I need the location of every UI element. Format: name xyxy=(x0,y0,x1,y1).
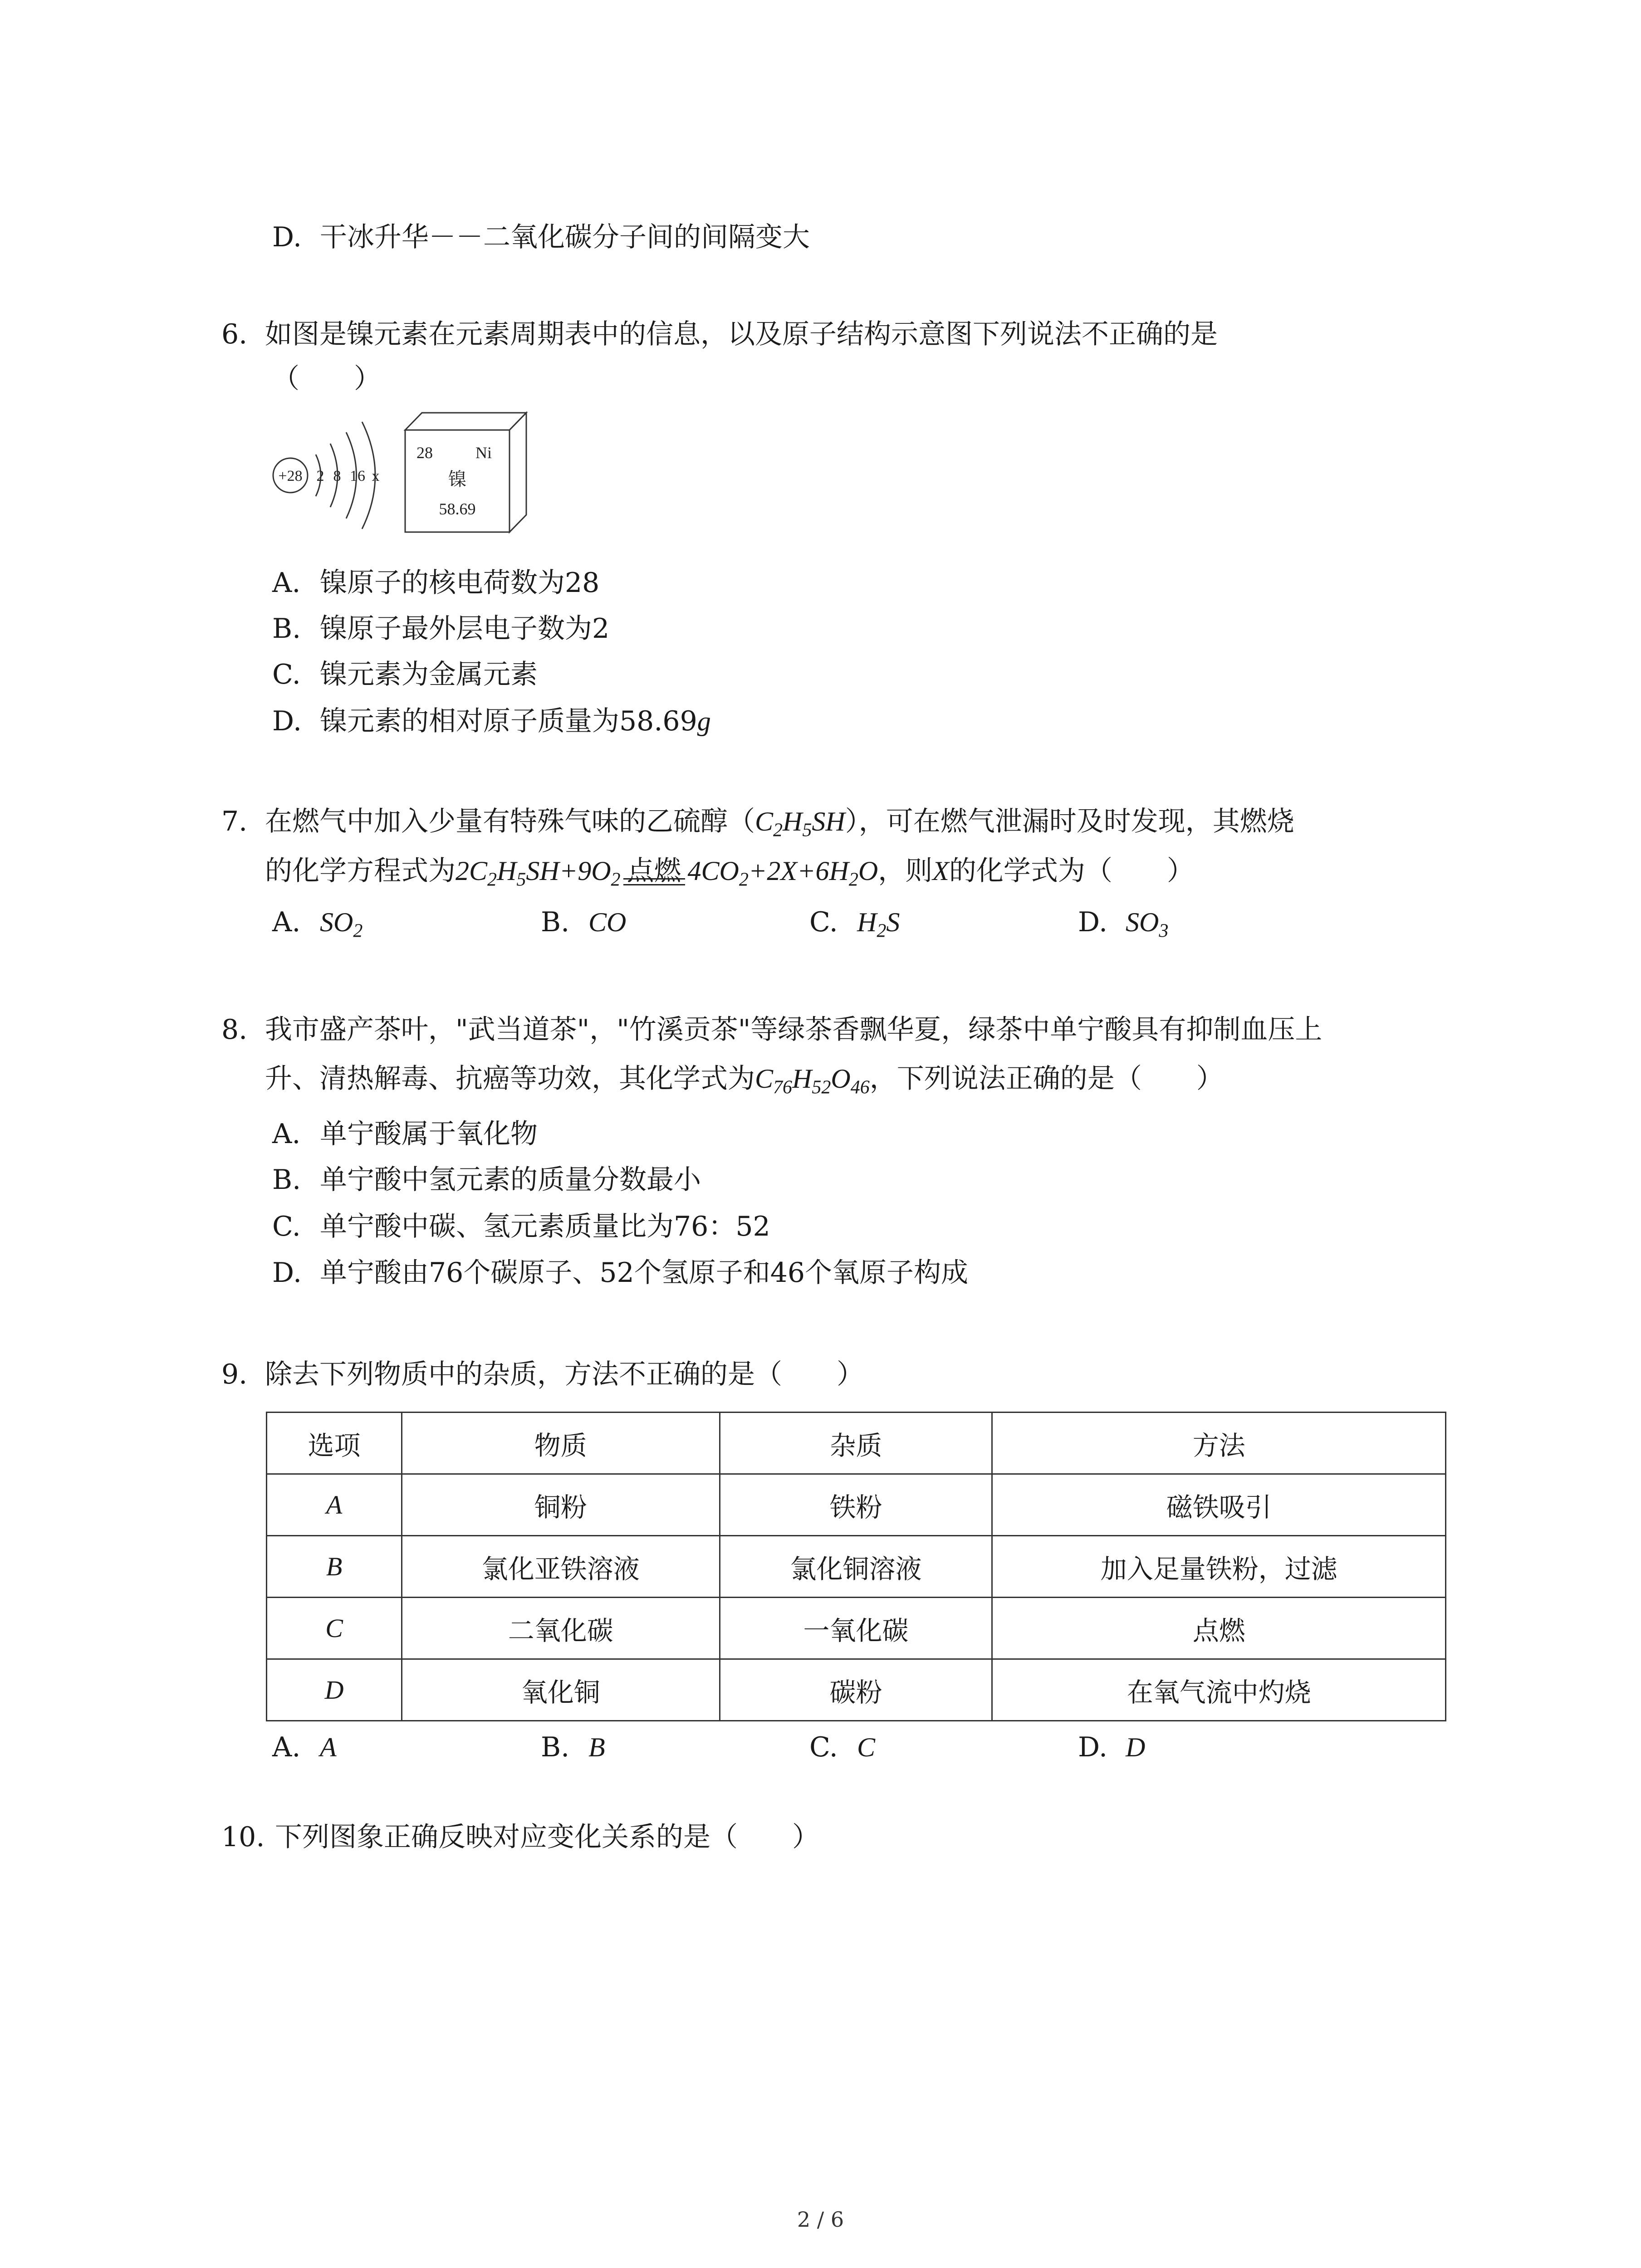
table-cell: A xyxy=(267,1474,402,1536)
impurity-table xyxy=(266,1412,1446,1721)
table-cell: 加入足量铁粉，过滤 xyxy=(992,1536,1446,1598)
q6-stem: 6. 如图是镍元素在元素周期表中的信息，以及原子结构示意图下列说法不正确的是 xyxy=(221,318,1218,350)
atomic-mass: 58.69 xyxy=(439,500,476,518)
table-cell: 铜粉 xyxy=(402,1474,720,1536)
q9-option-c: C. C xyxy=(809,1731,876,1763)
atomic-number: 28 xyxy=(416,444,433,462)
reaction-condition: 点燃 xyxy=(621,853,688,889)
table-cell: 氧化铜 xyxy=(402,1659,720,1721)
q6-option-d: D. 镍元素的相对原子质量为58.69g xyxy=(272,705,711,737)
nickel-figure xyxy=(262,407,539,543)
q9-stem: 9. 除去下列物质中的杂质，方法不正确的是（ ） xyxy=(221,1359,864,1390)
element-name: 镍 xyxy=(448,469,466,490)
q8-option-b: B. 单宁酸中氢元素的质量分数最小 xyxy=(272,1164,701,1196)
table-header: 选项 xyxy=(267,1413,402,1474)
table-header-row xyxy=(267,1413,1446,1474)
table-header: 方法 xyxy=(992,1413,1446,1474)
q8-option-a: A. 单宁酸属于氧化物 xyxy=(272,1118,538,1150)
table-row xyxy=(267,1598,1446,1659)
table-cell: 一氧化碳 xyxy=(720,1598,992,1659)
q9-option-b: B. B xyxy=(541,1731,605,1763)
table-cell: 氯化亚铁溶液 xyxy=(402,1536,720,1598)
q7-option-c: C. $H_2S$ xyxy=(809,906,900,942)
periodic-table-cell xyxy=(405,413,526,532)
q6-option-c: C. 镍元素为金属元素 xyxy=(272,659,538,690)
nucleus-charge: +28 xyxy=(278,468,303,484)
table-row xyxy=(267,1659,1446,1721)
table-cell: 点燃 xyxy=(992,1598,1446,1659)
shell-2: 8 xyxy=(333,468,341,484)
table-cell: 铁粉 xyxy=(720,1474,992,1536)
shell-4: x xyxy=(372,468,380,484)
shell-3: 16 xyxy=(350,468,365,484)
page-number: 2 / 6 xyxy=(797,2207,844,2232)
atom-structure-diagram xyxy=(273,422,380,529)
element-symbol: Ni xyxy=(475,444,492,462)
table-header: 物质 xyxy=(402,1413,720,1474)
q8-option-d: D. 单宁酸由76个碳原子、52个氢原子和46个氧原子构成 xyxy=(272,1257,969,1289)
q8-line-2: 升、清热解毒、抗癌等功效，其化学式为$C_{76}H_{52}O_{46}$，下列说法正确的是（ ） xyxy=(265,1063,1224,1098)
q6-option-a: A. 镍原子的核电荷数为28 xyxy=(272,567,600,599)
q9-option-d: D. D xyxy=(1078,1731,1146,1763)
q10-stem: 10. 下列图象正确反映对应变化关系的是（ ） xyxy=(221,1821,819,1853)
q8-option-c: C. 单宁酸中碳、氢元素质量比为76：52 xyxy=(272,1211,770,1242)
q9-option-a: A. A xyxy=(272,1731,337,1763)
q7-line-1: 7. 在燃气中加入少量有特殊气味的乙硫醇$(C_2H_5SH)$，可在燃气泄漏时及时发现，其燃烧 xyxy=(221,806,1294,841)
table-cell: 磁铁吸引 xyxy=(992,1474,1446,1536)
q7-option-d: D. $SO_3$ xyxy=(1078,906,1169,942)
q5-option-d: D. 干冰升华－－二氧化碳分子间的间隔变大 xyxy=(272,221,810,253)
table-header: 杂质 xyxy=(720,1413,992,1474)
table-cell: 在氧气流中灼烧 xyxy=(992,1659,1446,1721)
q7-option-b: B. CO xyxy=(541,906,627,938)
q8-line-1: 8. 我市盛产茶叶，"武当道茶"，"竹溪贡茶"等绿茶香飘华夏，绿茶中单宁酸具有抑制血压上 xyxy=(221,1014,1323,1046)
q6-option-b: B. 镍原子最外层电子数为2 xyxy=(272,613,610,645)
table-cell: B xyxy=(267,1536,402,1598)
table-row xyxy=(267,1536,1446,1598)
table-cell: D xyxy=(267,1659,402,1721)
table-cell: 碳粉 xyxy=(720,1659,992,1721)
table-row xyxy=(267,1474,1446,1536)
q6-blank: （ ） xyxy=(272,363,381,395)
table-cell: 氯化铜溶液 xyxy=(720,1536,992,1598)
q7-line-2: 的化学方程式为$2C_2H_5SH+9O_2$ 点燃 $4CO_2+2X+6H_2O$，则X的化学式为（ ） xyxy=(265,853,1194,898)
q7-option-a: A. $SO_2$ xyxy=(272,906,363,942)
shell-1: 2 xyxy=(316,468,324,484)
table-cell: C xyxy=(267,1598,402,1659)
table-cell: 二氧化碳 xyxy=(402,1598,720,1659)
